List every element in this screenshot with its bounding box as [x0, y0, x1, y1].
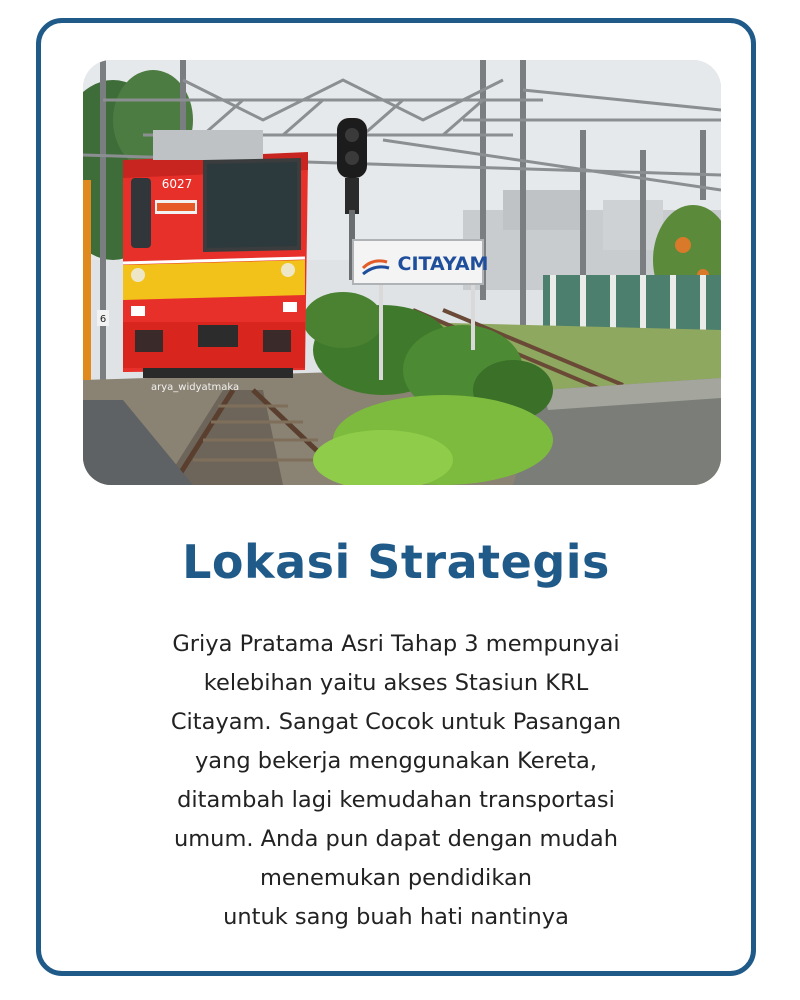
description-line: untuk sang buah hati nantinya	[223, 904, 569, 930]
train-number: 6027	[161, 177, 193, 191]
description-line: umum. Anda pun dapat dengan mudah	[174, 826, 618, 852]
description-line: Griya Pratama Asri Tahap 3 mempunyai	[172, 631, 620, 657]
station-sign-text: CITAYAM	[397, 253, 489, 275]
description-line: Citayam. Sangat Cocok untuk Pasangan	[170, 709, 622, 735]
description-text	[81, 625, 711, 937]
description-line: kelebihan yaitu akses Stasiun KRL	[203, 670, 589, 696]
info-card	[36, 18, 756, 976]
description-line: ditambah lagi kemudahan transportasi	[177, 787, 615, 813]
description-line: menemukan pendidikan	[259, 865, 532, 891]
section-title: Lokasi Strategis	[182, 535, 610, 589]
description-line: yang bekerja menggunakan Kereta,	[194, 748, 597, 774]
photo-watermark: arya_widyatmaka	[151, 382, 240, 393]
train-station-illustration	[83, 60, 721, 485]
platform-marker: 6	[99, 314, 107, 325]
train-station-photo	[83, 60, 721, 485]
